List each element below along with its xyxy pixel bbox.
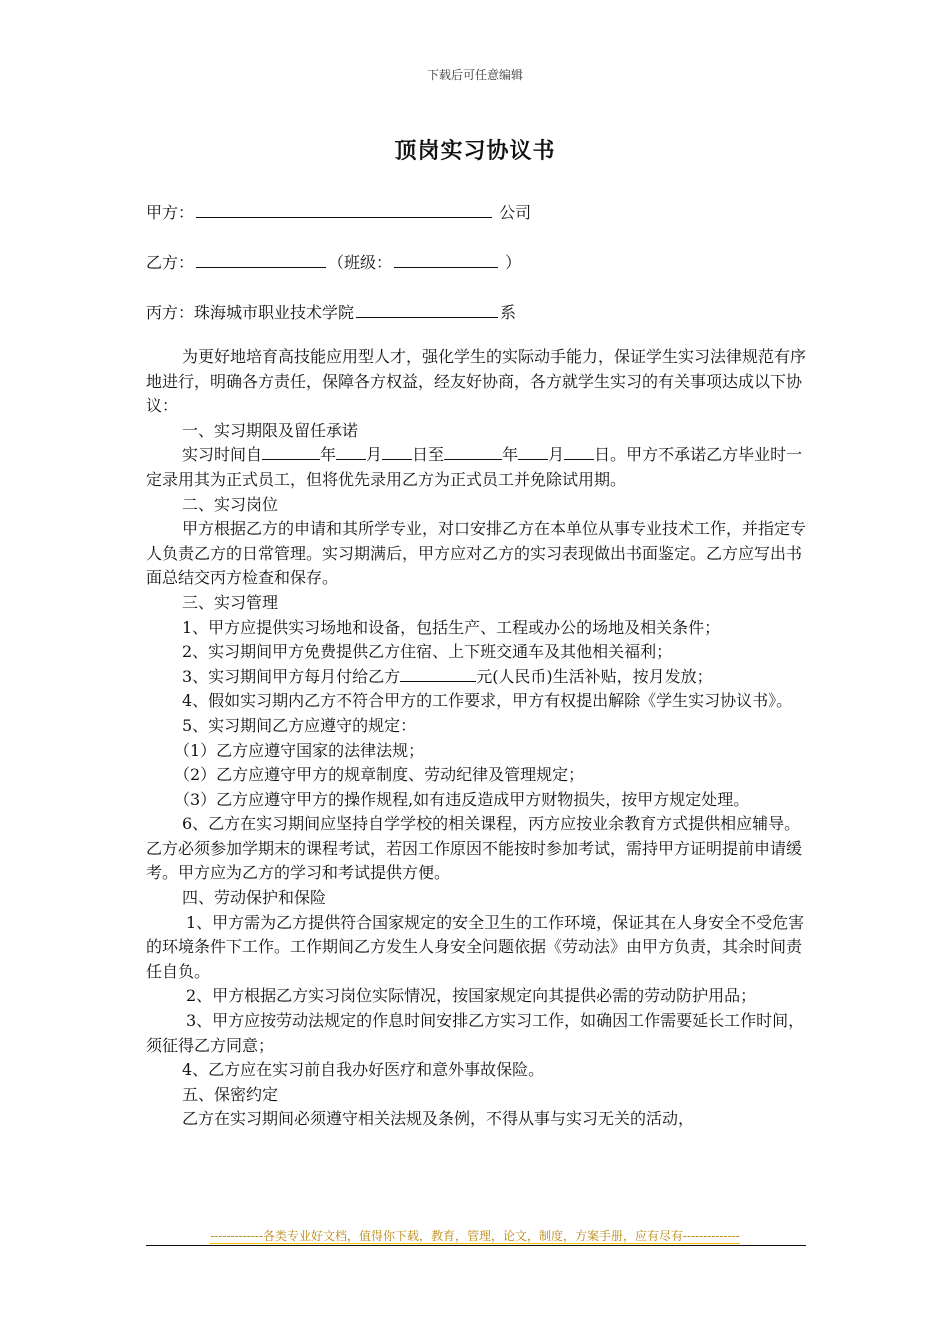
section-5-title: 五、保密约定 — [182, 1084, 279, 1104]
party-c-label: 丙方：珠海城市职业技术学院 — [146, 303, 355, 322]
section-3-item-5-1: （1）乙方应遵守国家的法律法规； — [174, 740, 425, 760]
party-a-line — [146, 200, 531, 223]
start-year-blank[interactable] — [262, 444, 320, 460]
section-4-item-2: 2、甲方根据乙方实习岗位实际情况，按国家规定向其提供必需的劳动防护用品； — [186, 986, 757, 1006]
party-b-line — [146, 250, 521, 273]
end-day-blank[interactable] — [564, 444, 594, 460]
agreement-body — [146, 345, 810, 1132]
section-3-item-5-2: （2）乙方应遵守甲方的规章制度、劳动纪律及管理规定； — [174, 765, 585, 785]
section-1-body — [146, 443, 810, 492]
end-month-blank[interactable] — [518, 444, 548, 460]
section-4-title: 四、劳动保护和保险 — [182, 888, 327, 908]
s1-day-1: 日至 — [412, 445, 445, 465]
section-2-title: 二、实习岗位 — [182, 494, 279, 514]
section-3-item-5: 5、实习期间乙方应遵守的规定： — [182, 715, 417, 735]
section-3-item-4: 4、假如实习期内乙方不符合甲方的工作要求，甲方有权提出解除《学生实习协议书》。 — [182, 691, 793, 711]
header-note: 下载后可任意编辑 — [426, 68, 523, 82]
party-c-suffix: 系 — [500, 303, 517, 322]
s1-text-a: 实习时间自 — [182, 445, 263, 465]
s1-year-1: 年 — [320, 445, 337, 465]
end-year-blank[interactable] — [444, 444, 502, 460]
document-title: 顶岗实习协议书 — [394, 138, 556, 164]
section-3-title: 三、实习管理 — [182, 592, 279, 612]
section-3-item-6: 6、乙方在实习期间应坚持自学学校的相关课程，丙方应按业余教育方式提供相应辅导。乙方必须参加学期末的课程考试，若因工作原因不能按时参加考试，需持甲方证明提前申请缓考。甲方应为乙方的学习和考试提供方便。 — [146, 814, 803, 883]
footer-divider — [146, 1245, 806, 1246]
section-1-title: 一、实习期限及留任承诺 — [182, 420, 359, 440]
intro-paragraph: 为更好地培育高技能应用型人才，强化学生的实际动手能力，保证学生实习法律规范有序地进行，明确各方责任，保障各方权益，经友好协商，各方就学生实习的有关事项达成以下协议： — [146, 347, 807, 416]
section-3-item-2: 2、实习期间甲方免费提供乙方住宿、上下班交通车及其他相关福利； — [182, 642, 673, 662]
footer-banner — [0, 1227, 950, 1244]
start-day-blank[interactable] — [382, 444, 412, 460]
s1-month-1: 月 — [366, 445, 383, 465]
party-b-class-open: （班级： — [328, 253, 393, 272]
s1-day-2: 日。甲方不承诺乙方毕业时一定录用其为正式员工，但将优先录用乙方为正式员工并免除试用期。 — [146, 445, 803, 489]
footer-banner-text: -------------各类专业好文档，值得你下载，教育，管理，论文，制度，方案手册，应有尽有-------------- — [210, 1229, 740, 1243]
section-4-item-3: 3、甲方应按劳动法规定的作息时间安排乙方实习工作，如确因工作需要延长工作时间，须征得乙方同意； — [146, 1011, 805, 1055]
s3-3-text-a: 3、实习期间甲方每月付给乙方 — [182, 666, 401, 686]
section-3-item-5-3: （3）乙方应遵守甲方的操作规程,如有违反造成甲方财物损失，按甲方规定处理。 — [174, 789, 750, 809]
section-2-body: 甲方根据乙方的申请和其所学专业，对口安排乙方在本单位从事专业技术工作，并指定专人负责乙方的日常管理。实习期满后，甲方应对乙方的实习表现做出书面鉴定。乙方应写出书面总结交丙方检查和保存。 — [146, 519, 807, 588]
section-3-item-1: 1、甲方应提供实习场地和设备，包括生产、工程或办公的场地及相关条件； — [182, 617, 721, 637]
allowance-blank[interactable] — [400, 666, 476, 682]
section-3-item-3 — [146, 665, 810, 690]
party-a-label: 甲方： — [146, 203, 195, 222]
party-c-blank[interactable] — [356, 301, 498, 318]
party-b-class-blank[interactable] — [394, 251, 498, 268]
party-a-blank[interactable] — [196, 201, 492, 218]
party-b-blank[interactable] — [196, 251, 326, 268]
party-b-label: 乙方： — [146, 253, 195, 272]
party-c-line — [146, 300, 516, 323]
s3-3-text-b: 元(人民币)生活补贴，按月发放； — [476, 666, 713, 686]
s1-month-2: 月 — [548, 445, 565, 465]
start-month-blank[interactable] — [336, 444, 366, 460]
party-a-suffix: 公司 — [499, 203, 532, 222]
section-5-body: 乙方在实习期间必须遵守相关法规及条例，不得从事与实习无关的活动， — [182, 1109, 695, 1129]
section-4-item-1: 1、甲方需为乙方提供符合国家规定的安全卫生的工作环境，保证其在人身安全不受危害的环境条件下工作。工作期间乙方发生人身安全问题依据《劳动法》由甲方负责，其余时间责任自负。 — [146, 912, 805, 981]
section-4-item-4: 4、乙方应在实习前自我办好医疗和意外事故保险。 — [182, 1060, 545, 1080]
party-b-class-close: ） — [505, 253, 522, 272]
s1-year-2: 年 — [502, 445, 519, 465]
